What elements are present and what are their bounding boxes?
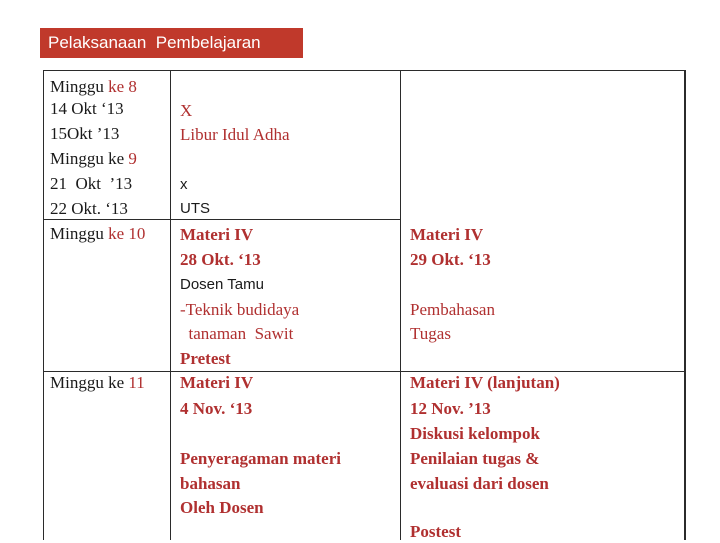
column-divider [684, 71, 685, 540]
holiday-label: Libur Idul Adha [180, 125, 290, 144]
discussion-line: Tugas [410, 324, 451, 343]
week-11-label: Minggu ke 11 [50, 373, 145, 392]
activity-line: Oleh Dosen [180, 498, 264, 517]
date-14-okt: 14 Okt ‘13 [50, 99, 124, 118]
material-date: 28 Okt. ‘13 [180, 250, 261, 269]
activity-line: Diskusi kelompok [410, 424, 540, 443]
pretest-label: Pretest [180, 349, 231, 368]
discussion-line: Pembahasan [410, 300, 495, 319]
material-title: Materi IV [180, 373, 254, 392]
material-title: Materi IV [180, 225, 254, 244]
date-15-okt: 15Okt ’13 [50, 124, 120, 143]
column-divider [400, 71, 401, 540]
material-date: 12 Nov. ’13 [410, 399, 491, 418]
material-date: 29 Okt. ‘13 [410, 250, 491, 269]
section-title-banner: Pelaksanaan Pembelajaran [40, 28, 303, 58]
activity-line: evaluasi dari dosen [410, 474, 549, 493]
column-divider [170, 71, 171, 540]
week-10-label: Minggu ke 10 [50, 224, 146, 243]
material-date: 4 Nov. ‘13 [180, 399, 253, 418]
posttest-label: Postest [410, 522, 461, 541]
cell-x-mark: x [180, 176, 188, 193]
activity-line: bahasan [180, 474, 241, 493]
activity-line: Penyeragaman materi [180, 449, 341, 468]
cell-x-mark: X [180, 101, 193, 120]
guest-lecturer-label: Dosen Tamu [180, 276, 264, 293]
activity-line: Penilaian tugas & [410, 449, 540, 468]
week-9-label: Minggu ke 9 [50, 149, 137, 168]
material-title: Materi IV [410, 225, 484, 244]
material-title: Materi IV (lanjutan) [410, 373, 560, 392]
topic-line: tanaman Sawit [180, 324, 294, 343]
week-8-label: Minggu ke 8 [50, 77, 137, 96]
schedule-table [43, 70, 686, 540]
exam-label: UTS [180, 200, 210, 217]
topic-line: -Teknik budidaya [180, 300, 300, 319]
date-22-okt: 22 Okt. ‘13 [50, 199, 128, 218]
date-21-okt: 21 Okt ’13 [50, 174, 133, 193]
